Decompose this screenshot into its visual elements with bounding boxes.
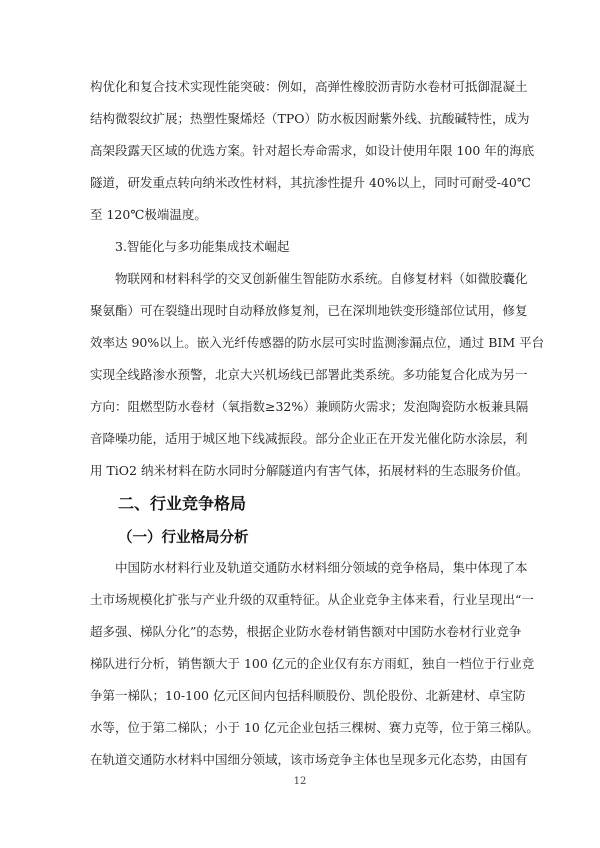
- text-line: 水等，位于第二梯队；小于 10 亿元企业包括三棵树、赛力克等，位于第三梯队。: [90, 720, 539, 735]
- text-line: 中国防水材料行业及轨道交通防水材料细分领域的竞争格局，集中体现了本: [115, 560, 528, 575]
- text-line: 超多强、梯队分化”的态势，根据企业防水卷材销售额对中国防水卷材行业竞争: [90, 624, 522, 639]
- text-line: 至 120℃极端温度。: [90, 207, 207, 222]
- text-line: 效率达 90%以上。嵌入光纤传感器的防水层可实时监测渗漏点位，通过 BIM 平台: [90, 335, 545, 350]
- text-line: 物联网和材料科学的交叉创新催生智能防水系统。自修复材料（如微胶囊化: [115, 271, 528, 286]
- text-line: 土市场规模化扩张与产业升级的双重特征。从企业竞争主体来看，行业呈现出“一: [90, 592, 534, 607]
- text-line: 梯队进行分析，销售额大于 100 亿元的企业仅有东方雨虹，独自一档位于行业竞: [90, 656, 535, 671]
- text-line: 结构微裂纹扩展；热塑性聚烯烃（TPO）防水板因耐紫外线、抗酸碱特性，成为: [90, 111, 530, 126]
- text-line: 实现全线路渗水预警，北京大兴机场线已部署此类系统。多功能复合化成为另一: [90, 367, 528, 382]
- text-line: 方向：阻燃型防水卷材（氧指数≥32%）兼顾防火需求；发泡陶瓷防水板兼具隔: [90, 399, 529, 414]
- text-line: 构优化和复合技术实现性能突破：例如，高弹性橡胶沥青防水卷材可抵御混凝土: [90, 79, 528, 94]
- page-number: 12: [293, 776, 307, 787]
- text-line: 音降噪功能，适用于城区地下线减振段。部分企业正在开发光催化防水涂层，利: [90, 431, 528, 446]
- text-line: 在轨道交通防水材料中国细分领域，该市场竞争主体也呈现多元化态势，由国有: [90, 752, 528, 767]
- text-line: 聚氨酯）可在裂缝出现时自动释放修复剂，已在深圳地铁变形缝部位试用，修复: [90, 303, 528, 318]
- subsection-heading: （一）行业格局分析: [118, 530, 249, 546]
- text-line: 用 TiO2 纳米材料在防水同时分解隧道内有害气体，拓展材料的生态服务价值。: [90, 463, 529, 478]
- text-line: 隧道，研发重点转向纳米改性材料，其抗渗性提升 40%以上，同时可耐受-40℃: [90, 175, 531, 190]
- section-heading: 二、行业竞争格局: [118, 494, 247, 513]
- subsection-heading-3: 3.智能化与多功能集成技术崛起: [115, 239, 290, 254]
- text-line: 高架段露天区域的优选方案。针对超长寿命需求，如设计使用年限 100 年的海底: [90, 143, 535, 158]
- text-line: 争第一梯队；10-100 亿元区间内包括科顺股份、凯伦股份、北新建材、卓宝防: [90, 688, 526, 703]
